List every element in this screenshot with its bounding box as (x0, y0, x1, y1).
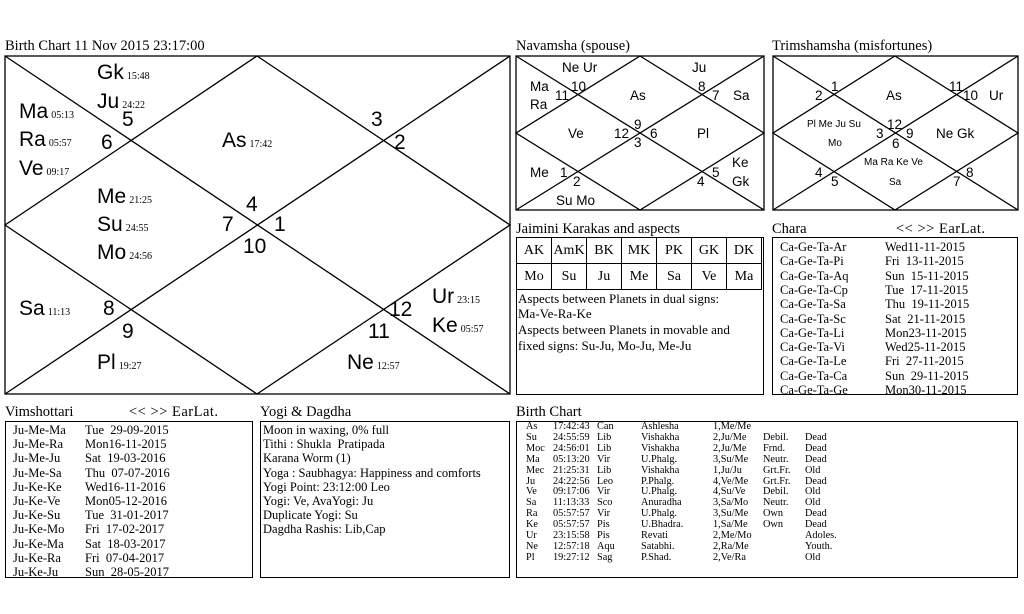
birth-row-planet: As (526, 421, 538, 432)
nav-label: Ve (568, 126, 584, 141)
vimshottari-title: Vimshottari (5, 404, 74, 420)
planet-mo: Mo 24:56 (97, 241, 152, 264)
birth-row-cell: Pis (597, 519, 610, 531)
tri-label: 1 (831, 79, 839, 94)
birth-row-cell: 3,Su/Me (713, 453, 749, 465)
dasha-date: Mon16-11-2015 (85, 437, 167, 452)
birth-row-planet: Ju (526, 475, 536, 487)
chara-row-date: Sat 21-11-2015 (885, 311, 966, 326)
dasha-date: Fri 17-02-2017 (85, 522, 165, 537)
birth-row-cell: 11:13:33 (553, 497, 590, 509)
nav-label: Ju (692, 60, 707, 75)
tri-label: Ma Ra Ke Ve (864, 157, 923, 168)
dasha-date: Fri 07-04-2017 (85, 550, 165, 565)
aspects-movable-label: Aspects between Planets in movable and (518, 322, 730, 337)
yogi-line: Yoga : Saubhagya: Happiness and comforts (263, 465, 481, 480)
planet-ur: Ur 23:15 (432, 285, 480, 308)
tri-label: 10 (963, 88, 979, 103)
birth-row-cell: 23:15:58 (553, 530, 590, 541)
birth-row-cell: 4,Ve/Me (713, 475, 749, 487)
planet-ju: Ju 24:22 (97, 90, 145, 113)
dasha-date: Tue 29-09-2015 (85, 423, 169, 437)
nav-label: 3 (634, 135, 642, 150)
chara-nav-button[interactable]: << >> EarLat. (896, 221, 986, 237)
chara-row[interactable]: Ca-Ge-Ta-Vi (780, 340, 846, 355)
birth-row-cell: 05:57:57 (553, 508, 590, 520)
birth-row-cell: 2,Ju/Me (713, 431, 747, 443)
dasha-date: Sat 19-03-2016 (85, 451, 166, 466)
dasha-date: Wed16-11-2016 (85, 479, 166, 494)
chara-row-date: Thu 19-11-2015 (885, 297, 970, 312)
karaka-header: AK (517, 238, 552, 264)
birth-row-cell: 05:57:57 (553, 519, 590, 531)
birth-row-cell: Debil. (763, 431, 789, 443)
chara-row[interactable]: Ca-Ge-Ta-Ar (780, 240, 847, 254)
dasha-row[interactable]: Ju-Me-Ra (13, 437, 63, 452)
yogi-line: Dagdha Rashis: Lib,Cap (263, 522, 386, 537)
karaka-value: Ju (587, 264, 622, 290)
birth-row-cell: Sco (597, 497, 613, 509)
dasha-row[interactable]: Ju-Me-Sa (13, 465, 62, 480)
planet-su: Su 24:55 (97, 213, 149, 236)
karaka-header: PK (657, 238, 692, 264)
birth-row-cell: Neutr. (763, 453, 789, 465)
birth-row-cell: Revati (641, 530, 668, 541)
birth-row-cell: Lib (597, 431, 612, 443)
aspects-dual-value: Ma-Ve-Ra-Ke (518, 306, 592, 321)
house-number: 1 (274, 213, 286, 236)
nav-label: Su Mo (556, 193, 596, 208)
planet-gk: Gk 15:48 (97, 61, 150, 84)
birth-row-planet: Mec (526, 464, 545, 476)
birth-row-cell: Adoles. (805, 530, 837, 541)
birth-table-title: Birth Chart (516, 404, 582, 420)
birth-row-cell: Sag (597, 551, 613, 563)
planet-ra: Ra 05:57 (19, 128, 72, 151)
planet-as: As 17:42 (222, 129, 273, 152)
aspects-dual-label: Aspects between Planets in dual signs: (518, 291, 720, 306)
nav-label: Ke (732, 155, 749, 170)
birth-row-cell: Lib (597, 464, 612, 476)
tri-label: Ne Gk (936, 126, 975, 141)
tri-label: Sa (889, 177, 902, 188)
karaka-header: MK (622, 238, 657, 264)
birth-row-cell: Aqu (597, 540, 615, 552)
birth-row-cell: Old (805, 497, 821, 509)
house-number: 5 (122, 108, 134, 131)
birth-row-cell: Dead (805, 519, 827, 531)
house-number: 10 (243, 235, 267, 258)
birth-row-cell: P.Phalg. (641, 475, 675, 487)
karakas-table (516, 237, 762, 290)
tri-label: 6 (892, 136, 900, 151)
planet-ma: Ma 05:13 (19, 100, 74, 123)
birth-row-cell: Dead (805, 431, 827, 443)
birth-row-cell: Dead (805, 475, 827, 487)
dasha-row[interactable]: Ju-Ke-Ra (13, 550, 61, 565)
birth-row-planet: Ra (526, 508, 538, 520)
yogi-line: Karana Worm (1) (263, 451, 351, 466)
birth-row-cell: 2,Ju/Me (713, 442, 747, 454)
chara-row-date: Wed25-11-2015 (885, 340, 966, 355)
nav-label: 9 (634, 117, 642, 132)
dasha-row[interactable]: Ju-Me-Ma (13, 423, 66, 437)
planet-ve: Ve 09:17 (19, 157, 70, 180)
tri-label: Pl Me Ju Su (807, 119, 861, 130)
planet-ne: Ne 12:57 (347, 351, 400, 374)
birth-row-cell: Leo (597, 475, 614, 487)
birth-row-planet: Su (526, 431, 537, 443)
chara-row[interactable]: Ca-Ge-Ta-Ca (780, 368, 848, 383)
dasha-row[interactable]: Ju-Ke-Ke (13, 479, 62, 494)
yogi-line: Duplicate Yogi: Su (263, 508, 358, 523)
birth-row-cell: Youth. (805, 540, 833, 552)
nav-label: Ne Ur (562, 60, 598, 75)
karaka-value: Mo (517, 264, 552, 290)
birth-row-cell: 19:27:12 (553, 551, 590, 563)
dasha-date: Sat 18-03-2017 (85, 536, 166, 551)
aspects-movable-value: fixed signs: Su-Ju, Mo-Ju, Me-Ju (518, 338, 692, 353)
chara-row-date: Mon23-11-2015 (885, 325, 967, 340)
dasha-row[interactable]: Ju-Me-Ju (13, 451, 61, 466)
chara-title: Chara (772, 221, 807, 237)
birth-row-cell: 24:55:59 (553, 431, 590, 443)
birth-row-cell: Vishakha (641, 431, 680, 443)
chara-row-date: Fri 27-11-2015 (885, 354, 964, 369)
nav-label: 6 (650, 126, 658, 141)
nav-label: 5 (712, 165, 720, 180)
birth-row-cell: Satabhi. (641, 540, 675, 552)
birth-row-planet: Ne (526, 540, 539, 552)
planet-me: Me 21:25 (97, 185, 152, 208)
birth-row-cell: Own (763, 508, 784, 520)
nav-label: 10 (571, 79, 587, 94)
house-number: 9 (122, 320, 134, 343)
chara-row[interactable]: Ca-Ge-Ta-Sa (780, 297, 846, 312)
birth-row-cell: 05:13:20 (553, 453, 590, 465)
nav-label: Ra (530, 97, 548, 112)
tri-label: As (886, 88, 902, 103)
birth-row-cell: U.Phalg. (641, 486, 678, 498)
birth-row-cell: 3,Sa/Mo (713, 497, 749, 509)
birth-row-cell: 24:56:01 (553, 442, 590, 454)
chara-row-date: Mon30-11-2015 (885, 383, 967, 397)
birth-row-cell: 2,Ve/Ra (713, 551, 746, 563)
house-number: 2 (394, 131, 406, 154)
chara-row[interactable]: Ca-Ge-Ta-Pi (780, 254, 844, 269)
birth-row-planet: Pl (526, 551, 535, 563)
birth-row-cell: Old (805, 551, 821, 563)
nav-label: 11 (555, 88, 570, 103)
nav-label: Gk (732, 174, 750, 189)
tri-label: 3 (876, 126, 884, 141)
birth-row-cell: Old (805, 486, 821, 498)
birth-row-cell: 4,Su/Ve (713, 486, 746, 498)
chara-row-date: Wed11-11-2015 (885, 240, 965, 254)
jaimini-title: Jaimini Karakas and aspects (516, 221, 680, 237)
tri-label: 9 (906, 126, 914, 141)
birth-row-planet: Sa (526, 497, 537, 509)
dasha-date: Sun 28-05-2017 (85, 565, 170, 579)
nav-label: 8 (698, 79, 706, 94)
tri-label: 11 (949, 79, 964, 94)
chara-row[interactable]: Ca-Ge-Ta-Cp (780, 282, 848, 297)
birth-row-cell: Can (597, 421, 614, 432)
birth-row-cell: 3,Su/Me (713, 508, 749, 520)
nav-label: As (630, 88, 646, 103)
birth-row-cell: Ashlesha (641, 421, 679, 432)
chara-row[interactable]: Ca-Ge-Ta-Ge (780, 383, 848, 397)
birth-row-cell: Anuradha (641, 497, 682, 509)
birth-row-cell: Vir (597, 486, 611, 498)
tri-label: 12 (887, 117, 903, 132)
birth-row-cell: 12:57:18 (553, 540, 590, 552)
dasha-row[interactable]: Ju-Ke-Ju (13, 565, 59, 579)
vimshottari-nav-button[interactable]: << >> EarLat. (129, 404, 219, 420)
karaka-value: Ma (727, 264, 762, 290)
tri-label: 2 (815, 88, 823, 103)
yogi-title: Yogi & Dagdha (260, 404, 352, 420)
yogi-line: Tithi : Shukla Pratipada (263, 437, 385, 452)
birth-row-cell: 21:25:31 (553, 464, 590, 476)
birth-row-cell: U.Phalg. (641, 508, 678, 520)
house-number: 4 (246, 193, 258, 216)
birth-row-cell: Grt.Fr. (763, 475, 791, 487)
birth-row-cell: 17:42:43 (553, 421, 590, 432)
nav-label: 2 (573, 174, 581, 189)
birth-row-cell: Vishakha (641, 442, 680, 454)
nav-label: 1 (560, 165, 568, 180)
birth-row-cell: 1,Me/Me (713, 421, 752, 432)
chara-row[interactable]: Ca-Ge-Ta-Aq (780, 268, 849, 283)
house-number: 3 (371, 108, 383, 131)
birth-row-cell: Lib (597, 442, 612, 454)
birth-row-cell: Vir (597, 508, 611, 520)
dasha-row[interactable]: Ju-Ke-Ma (13, 536, 64, 551)
dasha-row[interactable]: Ju-Ke-Mo (13, 522, 65, 537)
nav-label: 7 (712, 88, 720, 103)
birth-row-cell: 2,Ra/Me (713, 540, 749, 552)
navamsha-title: Navamsha (spouse) (516, 38, 630, 54)
tri-label: 5 (831, 174, 839, 189)
karaka-header: BK (587, 238, 622, 264)
birth-row-cell: Dead (805, 508, 827, 520)
birth-row-cell: Own (763, 519, 784, 531)
birth-row-cell: U.Bhadra. (641, 519, 684, 531)
planet-sa: Sa 11:13 (19, 297, 71, 320)
birth-row-cell: Dead (805, 442, 827, 454)
nav-label: Ma (530, 79, 549, 94)
nav-label: Sa (733, 88, 750, 103)
birth-row-cell: 2,Me/Mo (713, 530, 752, 541)
karaka-header: GK (692, 238, 727, 264)
house-number: 11 (368, 320, 390, 343)
karaka-value: Sa (657, 264, 692, 290)
chara-row-date: Sun 15-11-2015 (885, 268, 969, 283)
yogi-line: Yogi: Ve, AvaYogi: Ju (263, 494, 374, 508)
karaka-header: DK (727, 238, 762, 264)
dasha-date: Mon05-12-2016 (85, 494, 167, 508)
karaka-value: Su (552, 264, 587, 290)
yogi-line: Yogi Point: 23:12:00 Leo (263, 479, 390, 494)
birth-row-cell: 24:22:56 (553, 475, 590, 487)
tri-label: Mo (828, 138, 842, 149)
birth-row-planet: Ma (526, 453, 540, 465)
birth-row-planet: Moc (526, 442, 545, 454)
birth-row-cell: 1,Ju/Ju (713, 464, 742, 476)
nav-label: 4 (697, 174, 705, 189)
birth-row-cell: U.Phalg. (641, 453, 678, 465)
chara-row-date: Fri 13-11-2015 (885, 254, 964, 269)
birth-row-cell: Debil. (763, 486, 789, 498)
karaka-header: AmK (552, 238, 587, 264)
birth-row-cell: Old (805, 464, 821, 476)
birth-row-cell: 09:17:06 (553, 486, 590, 498)
birth-row-cell: P.Shad. (641, 551, 672, 563)
dasha-date: Thu 07-07-2016 (85, 465, 170, 480)
chara-row[interactable]: Ca-Ge-Ta-Sc (780, 311, 846, 326)
trimshamsha-title: Trimshamsha (misfortunes) (772, 38, 933, 54)
chara-row-date: Tue 17-11-2015 (885, 282, 969, 297)
nav-label: Me (530, 165, 549, 180)
dasha-date: Tue 31-01-2017 (85, 508, 169, 523)
house-number: 8 (103, 297, 115, 320)
birth-row-cell: Grt.Fr. (763, 464, 791, 476)
nav-label: Pl (697, 126, 710, 141)
birth-row-cell: Frnd. (763, 442, 786, 454)
house-number: 12 (389, 298, 413, 321)
birth-row-cell: Dead (805, 453, 827, 465)
dasha-row[interactable]: Ju-Ke-Su (13, 508, 61, 523)
tri-label: 7 (953, 174, 961, 189)
dasha-row[interactable]: Ju-Ke-Ve (13, 494, 61, 508)
tri-label: 8 (966, 165, 974, 180)
planet-pl: Pl 19:27 (97, 351, 142, 374)
tri-label: 4 (815, 165, 823, 180)
birth-row-cell: 1,Sa/Me (713, 519, 748, 531)
birth-row-cell: Pis (597, 530, 610, 541)
birth-row-cell: Vishakha (641, 464, 680, 476)
birth-row-cell: Neutr. (763, 497, 789, 509)
nav-label: 12 (614, 126, 630, 141)
planet-ke: Ke 05:57 (432, 314, 484, 337)
chara-row-date: Sun 29-11-2015 (885, 368, 969, 383)
tri-label: Ur (989, 88, 1004, 103)
birth-row-planet: Ve (526, 486, 537, 498)
birth-row-planet: Ur (526, 530, 537, 541)
house-number: 7 (222, 213, 234, 236)
chara-row[interactable]: Ca-Ge-Ta-Li (780, 325, 845, 340)
birth-row-planet: Ke (526, 519, 539, 531)
yogi-line: Moon in waxing, 0% full (263, 423, 390, 437)
birth-row-cell: Vir (597, 453, 611, 465)
chara-row[interactable]: Ca-Ge-Ta-Le (780, 354, 847, 369)
karaka-value: Me (622, 264, 657, 290)
karaka-value: Ve (692, 264, 727, 290)
main-chart-title: Birth Chart 11 Nov 2015 23:17:00 (5, 38, 205, 54)
house-number: 6 (101, 131, 113, 154)
